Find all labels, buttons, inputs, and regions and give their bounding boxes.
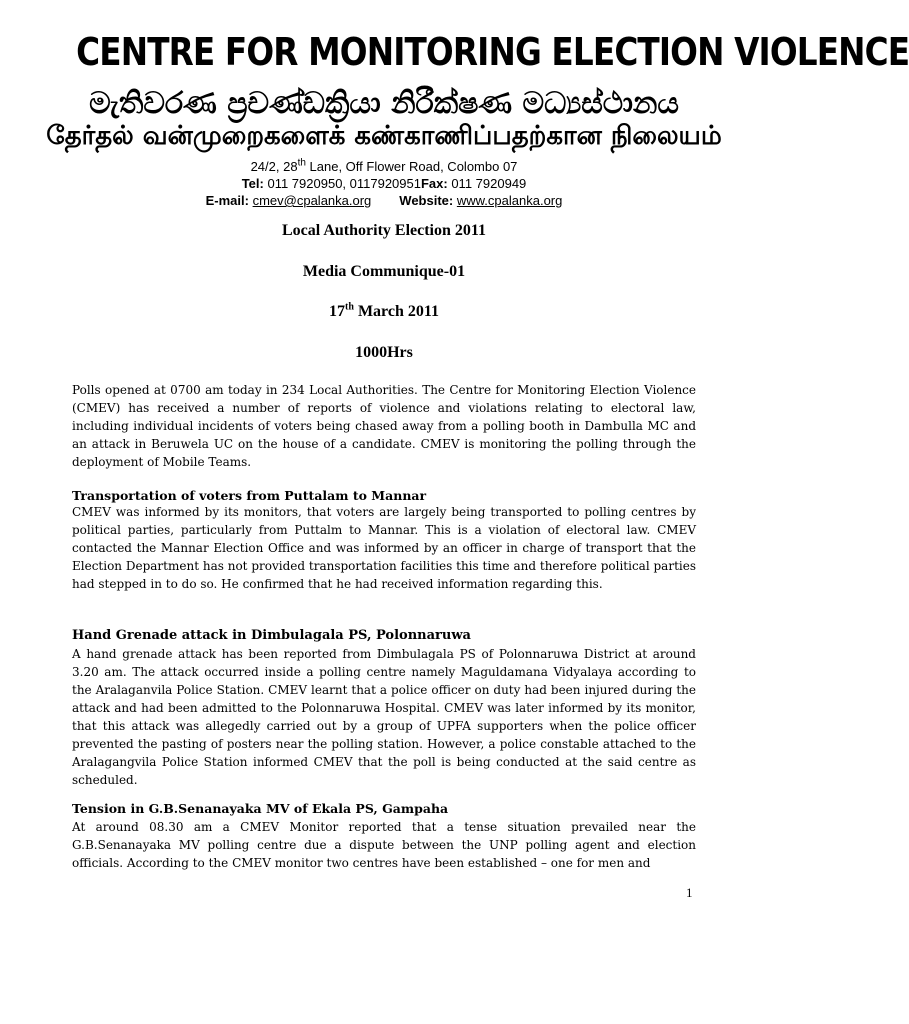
date-heading	[0, 302, 768, 322]
email-link[interactable]: cmev@cpalanka.org	[252, 193, 372, 208]
date-ordinal: th	[345, 301, 354, 313]
section-body-grenade: A hand grenade attack has been reported from Dimbulagala PS of Polonnaruwa District at around 3.20 am. The attack occurred inside a polling centre namely Maguldamana Vidyalaya according to the Aralaganvila Police Station. CMEV learnt that a police officer on duty had been injured during the attack and had been admitted to the Polonnaruwa Hospital. CMEV was later informed by its monitor, that this attack was allegedly carried out by a group of UPFA supporters when the police officer prevented the pasting of posters near the polling station. However, a police constable attached to the Aralagangvila Police Station informed CMEV that the poll is being conducted at the said centre as scheduled.	[72, 647, 696, 787]
organization-title-tamil: தேர்தல் வன்முறைகளைக் கண்காணிப்பதற்கான நிலையம்	[46, 121, 722, 151]
tel-label: Tel:	[241, 176, 264, 191]
address-line	[0, 159, 768, 175]
fax-value: 011 7920949	[447, 176, 527, 191]
email-label: E-mail:	[205, 193, 249, 208]
organization-title-sinhala: මැතිවරණ ප්‍රචණ්ඩක්‍රියා නිරීක්ෂණ මධ්‍යස්ථානය	[89, 86, 679, 121]
website-label: Website:	[399, 193, 454, 208]
communique-heading: Media Communique-01	[302, 263, 466, 280]
section-title-tension: Tension in G.B.Senanayaka MV of Ekala PS, Gampaha	[72, 801, 449, 816]
phone-line	[0, 176, 768, 192]
page-number: 1	[686, 885, 693, 900]
section-title-grenade: Hand Grenade attack in Dimbulagala PS, Polonnaruwa	[72, 628, 471, 643]
time-heading: 1000Hrs	[355, 344, 413, 361]
address-part: Lane, Off Flower Road, Colombo 07	[305, 159, 518, 174]
website-link[interactable]: www.cpalanka.org	[456, 193, 563, 208]
organization-title: CENTRE FOR MONITORING ELECTION VIOLENCE	[76, 30, 909, 74]
intro-paragraph: Polls opened at 0700 am today in 234 Local Authorities. The Centre for Monitoring Election Violence (CMEV) has received a number of reports of violence and violations relating to electoral law, including individual incidents of voters being chased away from a polling booth in Dambulla MC and an attack in Beruwela UC on the house of a candidate. CMEV is monitoring the polling through the deployment of Mobile Teams.	[72, 383, 696, 469]
section-title-transportation: Transportation of voters from Puttalam to Mannar	[72, 488, 427, 503]
section-body-tension: At around 08.30 am a CMEV Monitor reported that a tense situation prevailed near the G.B.Senanayaka MV polling centre due a dispute between the UNP polling agent and election officials. According to the CMEV monitor two centres have been established – one for men and	[72, 820, 696, 870]
date-rest: March 2011	[353, 303, 439, 320]
address-ordinal: th	[297, 157, 306, 169]
fax-label: Fax:	[420, 176, 448, 191]
date-day: 17	[329, 303, 346, 320]
election-heading: Local Authority Election 2011	[282, 222, 486, 239]
tel-value: 011 7920950, 0117920951	[263, 176, 421, 191]
section-body-transportation: CMEV was informed by its monitors, that voters are largely being transported to polling centres by political parties, particularly from Puttalm to Mannar. This is a violation of electoral law. CMEV contacted the Mannar Election Office and was informed by an officer in charge of transport that the Election Department has not provided transportation facilities this time and therefore political parties had stepped in to do so. He confirmed that he had received information regarding this.	[72, 505, 696, 591]
address-part: 24/2, 28	[250, 159, 298, 174]
web-line	[0, 193, 768, 209]
